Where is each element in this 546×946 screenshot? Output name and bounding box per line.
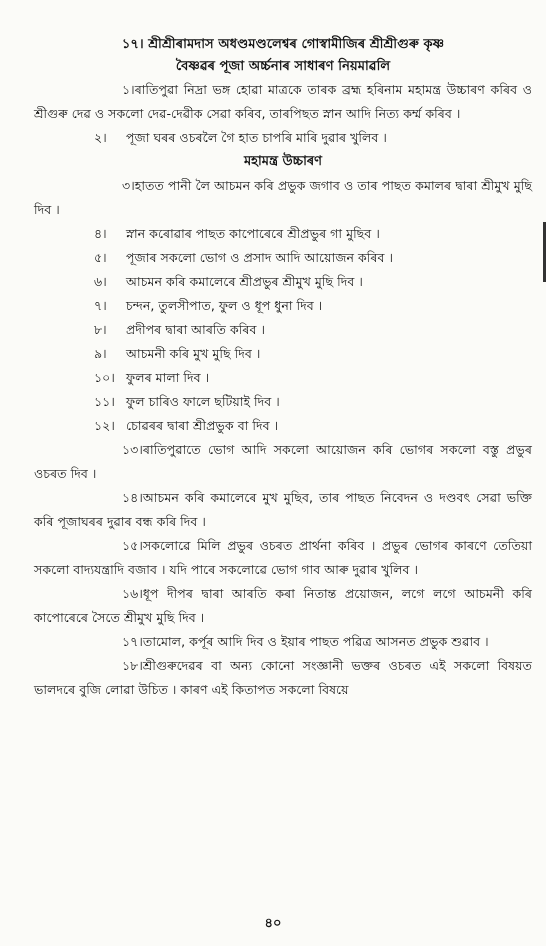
item-number: ৪। (94, 226, 107, 241)
section-heading: মহামন্ত্ৰ উচ্চাৰণ (243, 154, 323, 169)
item-number: ৮। (94, 322, 107, 337)
list-item-10 (34, 366, 532, 390)
page-number: ৪০ (264, 916, 282, 931)
item-text: আচমনী কৰি মুখ মুছি দিব । (126, 346, 261, 361)
item-number: ১০। (94, 370, 115, 385)
item-text: পূজা ঘৰৰ ওচৰলৈ গৈ হাত চাপৰি মাৰি দুৱাৰ খুলিব । (126, 130, 387, 145)
list-item-17 (34, 630, 532, 654)
list-item-14 (34, 486, 532, 534)
item-number: ৫। (94, 250, 107, 265)
item-number: ৭। (94, 298, 107, 313)
item-text: ধূপ দীপৰ দ্বাৰা আৰতি কৰা নিতান্ত প্ৰয়োজন, লগে লগে আচমনী কৰি কাপোৰেৰে সৈতে শ্ৰীমুখ মুছি দিব । (34, 586, 532, 625)
item-number: ৩। (122, 178, 135, 193)
item-text: ৰাতিপুৱাতে ভোগ আদি সকলো আয়োজন কৰি ভোগৰ সকলো বস্তু প্ৰভুৰ ওচৰত দিব । (34, 442, 532, 481)
document-title (34, 34, 532, 78)
item-text: ফুল চাৰিও ফালে ছটিয়াই দিব । (126, 394, 280, 409)
list-item-5 (34, 246, 532, 270)
list-item-3 (34, 174, 532, 222)
list-item-13 (34, 438, 532, 486)
item-text: প্ৰদীপৰ দ্বাৰা আৰতি কৰিব । (126, 322, 266, 337)
item-text: ফুলৰ মালা দিব । (126, 370, 210, 385)
item-number: ৯। (94, 346, 107, 361)
list-item-2 (34, 126, 532, 150)
list-item-8 (34, 318, 532, 342)
list-item-9 (34, 342, 532, 366)
item-text: শ্ৰীগুৰুদেৱৰ বা অন্য কোনো সংজ্ঞানী ভক্তৰ ওচৰত এই সকলো বিষয়ত ভালদৰে বুজি লোৱা উচিত । কাৰণ এই কিতাপত সকলো বিষয়ে (34, 658, 532, 697)
list-item-4 (34, 222, 532, 246)
item-text: আচমন কৰি কমালেৰে মুখ মুছিব, তাৰ পাছত নিবেদন ও দণ্ডবৎ সেৱা ভক্তি কৰি পূজাঘৰৰ দুৱাৰ বন্ধ কৰি দিব । (34, 490, 532, 529)
item-text: সকলোৱে মিলি প্ৰভুৰ ওচৰত প্ৰাৰ্থনা কৰিব । প্ৰভুৰ ভোগৰ কাৰণে তেতিয়া সকলো বাদ্যযন্ত্ৰাদি বজাব । যদি পাৰে সকলোৱে ভোগ গাব আৰু দুৱাৰ খুলিব । (34, 538, 532, 577)
item-text: ৰাতিপুৱা নিদ্ৰা ভঙ্গ হোৱা মাত্ৰকে তাৰক ব্ৰহ্ম হৰিনাম মহামন্ত্ৰ উচ্চাৰণ কৰিব ও শ্ৰীগুৰু দেৱ ও সকলো দেৱ-দেৱীক সেৱা কৰিব, তাৰপিছত স্নান আদি নিত্য কৰ্ম্ম কৰিব । (34, 82, 532, 121)
list-item-16 (34, 582, 532, 630)
item-number: ১৮। (122, 658, 143, 673)
item-number: ৬। (94, 274, 107, 289)
item-text: আচমন কৰি কমালেৰে শ্ৰীপ্ৰভুৰ শ্ৰীমুখ মুছি দিব । (126, 274, 363, 289)
list-item-11 (34, 390, 532, 414)
item-number: ১৭। (122, 634, 143, 649)
item-number: ১৬। (122, 586, 143, 601)
item-text: হাতত পানী লৈ আচমন কৰি প্ৰভুক জগাব ও তাৰ পাছত কমালৰ দ্বাৰা শ্ৰীমুখ মুছি দিব । (34, 178, 532, 217)
item-number: ১২। (94, 418, 115, 433)
list-item-18 (34, 654, 532, 702)
list-item-12 (34, 414, 532, 438)
item-number: ১৫। (122, 538, 143, 553)
title-line-1: ১৭। শ্ৰীশ্ৰীৰামদাস অধণ্ডমণ্ডলেশ্বৰ গোস্বামীজিৰ শ্ৰীশ্ৰীগুৰু কৃষ্ণ (121, 37, 445, 52)
item-text: তামোল, কৰ্পূৰ আদি দিব ও ইয়াৰ পাছত পৱিত্ৰ আসনত প্ৰভুক শুৱাব । (142, 634, 489, 649)
item-text: চোৱৰৰ দ্বাৰা শ্ৰীপ্ৰভুক বা দিব । (126, 418, 279, 433)
item-text: স্নান কৰোৱাৰ পাছত কাপোৰেৰে শ্ৰীপ্ৰভুৰ গা মুছিব । (126, 226, 380, 241)
list-item-15 (34, 534, 532, 582)
title-line-2: বৈষ্ণৱৰ পূজা অৰ্চ্চনাৰ সাধাৰণ নিয়মাৱলি (175, 59, 391, 74)
list-item-7 (34, 294, 532, 318)
item-text: পূজাৰ সকলো ভোগ ও প্ৰসাদ আদি আয়োজন কৰিব । (126, 250, 393, 265)
item-number: ১৩। (122, 442, 143, 457)
item-number: ১। (122, 82, 135, 97)
item-number: ১৪। (122, 490, 143, 505)
list-item-1 (34, 78, 532, 126)
item-number: ১১। (94, 394, 115, 409)
item-number: ২। (94, 130, 107, 145)
item-text: চন্দন, তুলসীপাত, ফুল ও ধূপ ধুনা দিব । (126, 298, 323, 313)
list-item-6 (34, 270, 532, 294)
